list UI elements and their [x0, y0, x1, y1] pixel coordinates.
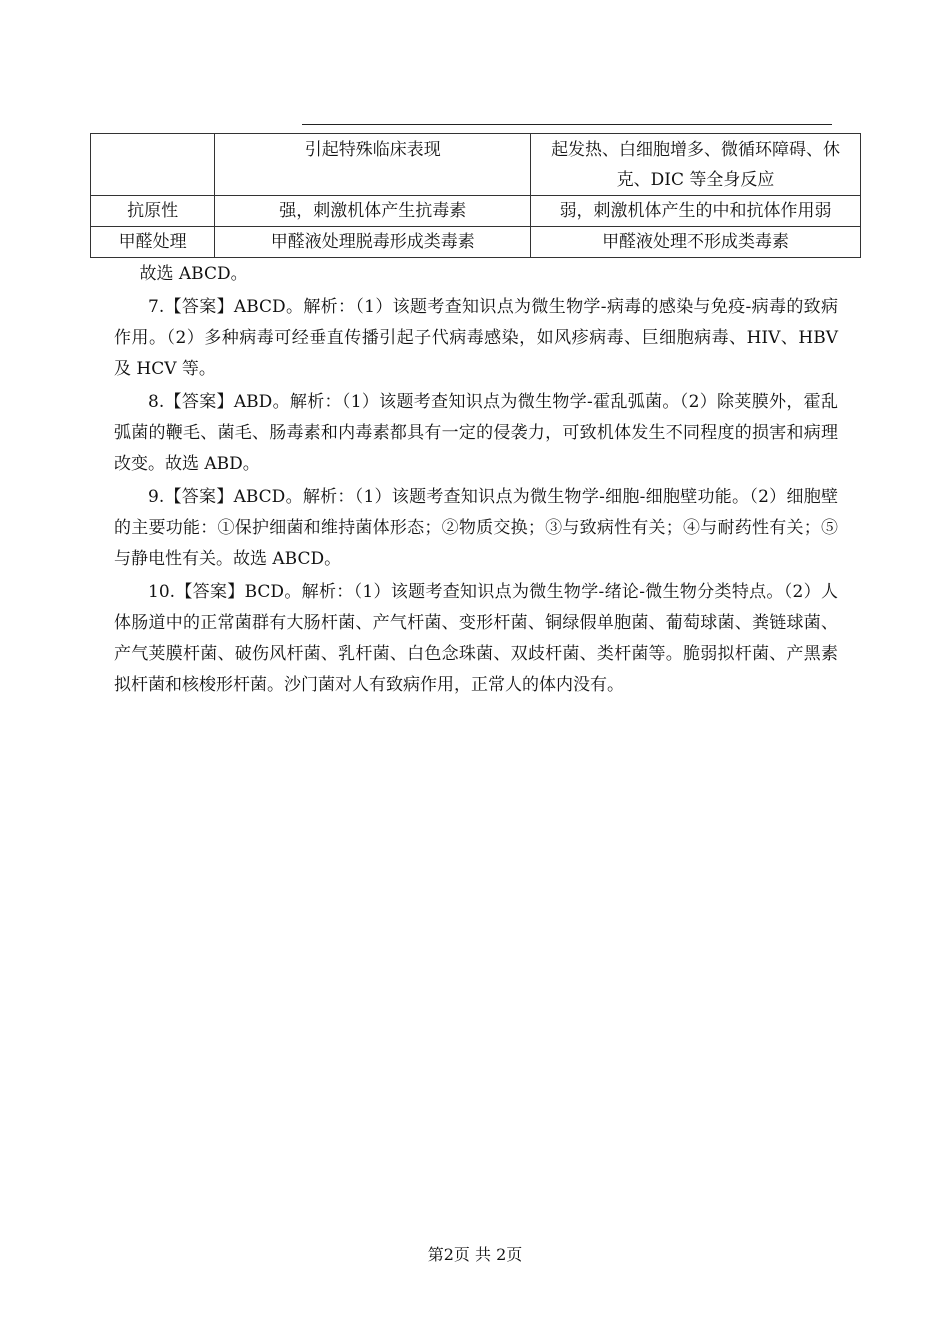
- comparison-table: [90, 133, 861, 258]
- table-cell: 起发热、白细胞增多、微循环障碍、休克、DIC 等全身反应: [531, 134, 861, 196]
- table-cell: 强，刺激机体产生抗毒素: [215, 196, 531, 227]
- table-row: [91, 227, 861, 258]
- table-row: [91, 196, 861, 227]
- table-cell: 甲醛处理: [91, 227, 215, 258]
- answer-8: 8.【答案】ABD。解析：（1）该题考查知识点为微生物学-霍乱弧菌。（2）除荚膜外，霍乱弧菌的鞭毛、菌毛、肠毒素和内毒素都具有一定的侵袭力，可致机体发生不同程度的损害和病理改变。故选 ABD。: [114, 392, 838, 474]
- conclusion-line: 故选 ABCD。: [139, 264, 248, 284]
- table-cell: 弱，刺激机体产生的中和抗体作用弱: [531, 196, 861, 227]
- answer-7: 7.【答案】ABCD。解析：（1）该题考查知识点为微生物学-病毒的感染与免疫-病毒的致病作用。（2）多种病毒可经垂直传播引起子代病毒感染，如风疹病毒、巨细胞病毒、HIV、HBV 及 HCV 等。: [114, 297, 838, 379]
- table-row: [91, 134, 861, 196]
- table-cell: 甲醛液处理不形成类毒素: [531, 227, 861, 258]
- table-cell: 抗原性: [91, 196, 215, 227]
- page-footer: 第2页 共 2页: [427, 1245, 523, 1264]
- header-rule: [302, 124, 832, 125]
- answer-explanations: [114, 259, 838, 703]
- table-cell: 引起特殊临床表现: [215, 134, 531, 196]
- table-cell: [91, 134, 215, 196]
- answer-9: 9.【答案】ABCD。解析：（1）该题考查知识点为微生物学-细胞-细胞壁功能。（2）细胞壁的主要功能：①保护细菌和维持菌体形态；②物质交换；③与致病性有关；④与耐药性有关；⑤与静电性有关。故选 ABCD。: [114, 487, 838, 569]
- table-cell: 甲醛液处理脱毒形成类毒素: [215, 227, 531, 258]
- answer-10: 10.【答案】BCD。解析：（1）该题考查知识点为微生物学-绪论-微生物分类特点。（2）人体肠道中的正常菌群有大肠杆菌、产气杆菌、变形杆菌、铜绿假单胞菌、葡萄球菌、粪链球菌、产气荚膜杆菌、破伤风杆菌、乳杆菌、白色念珠菌、双歧杆菌、类杆菌等。脆弱拟杆菌、产黑素拟杆菌和核梭形杆菌。沙门菌对人有致病作用，正常人的体内没有。: [114, 582, 838, 695]
